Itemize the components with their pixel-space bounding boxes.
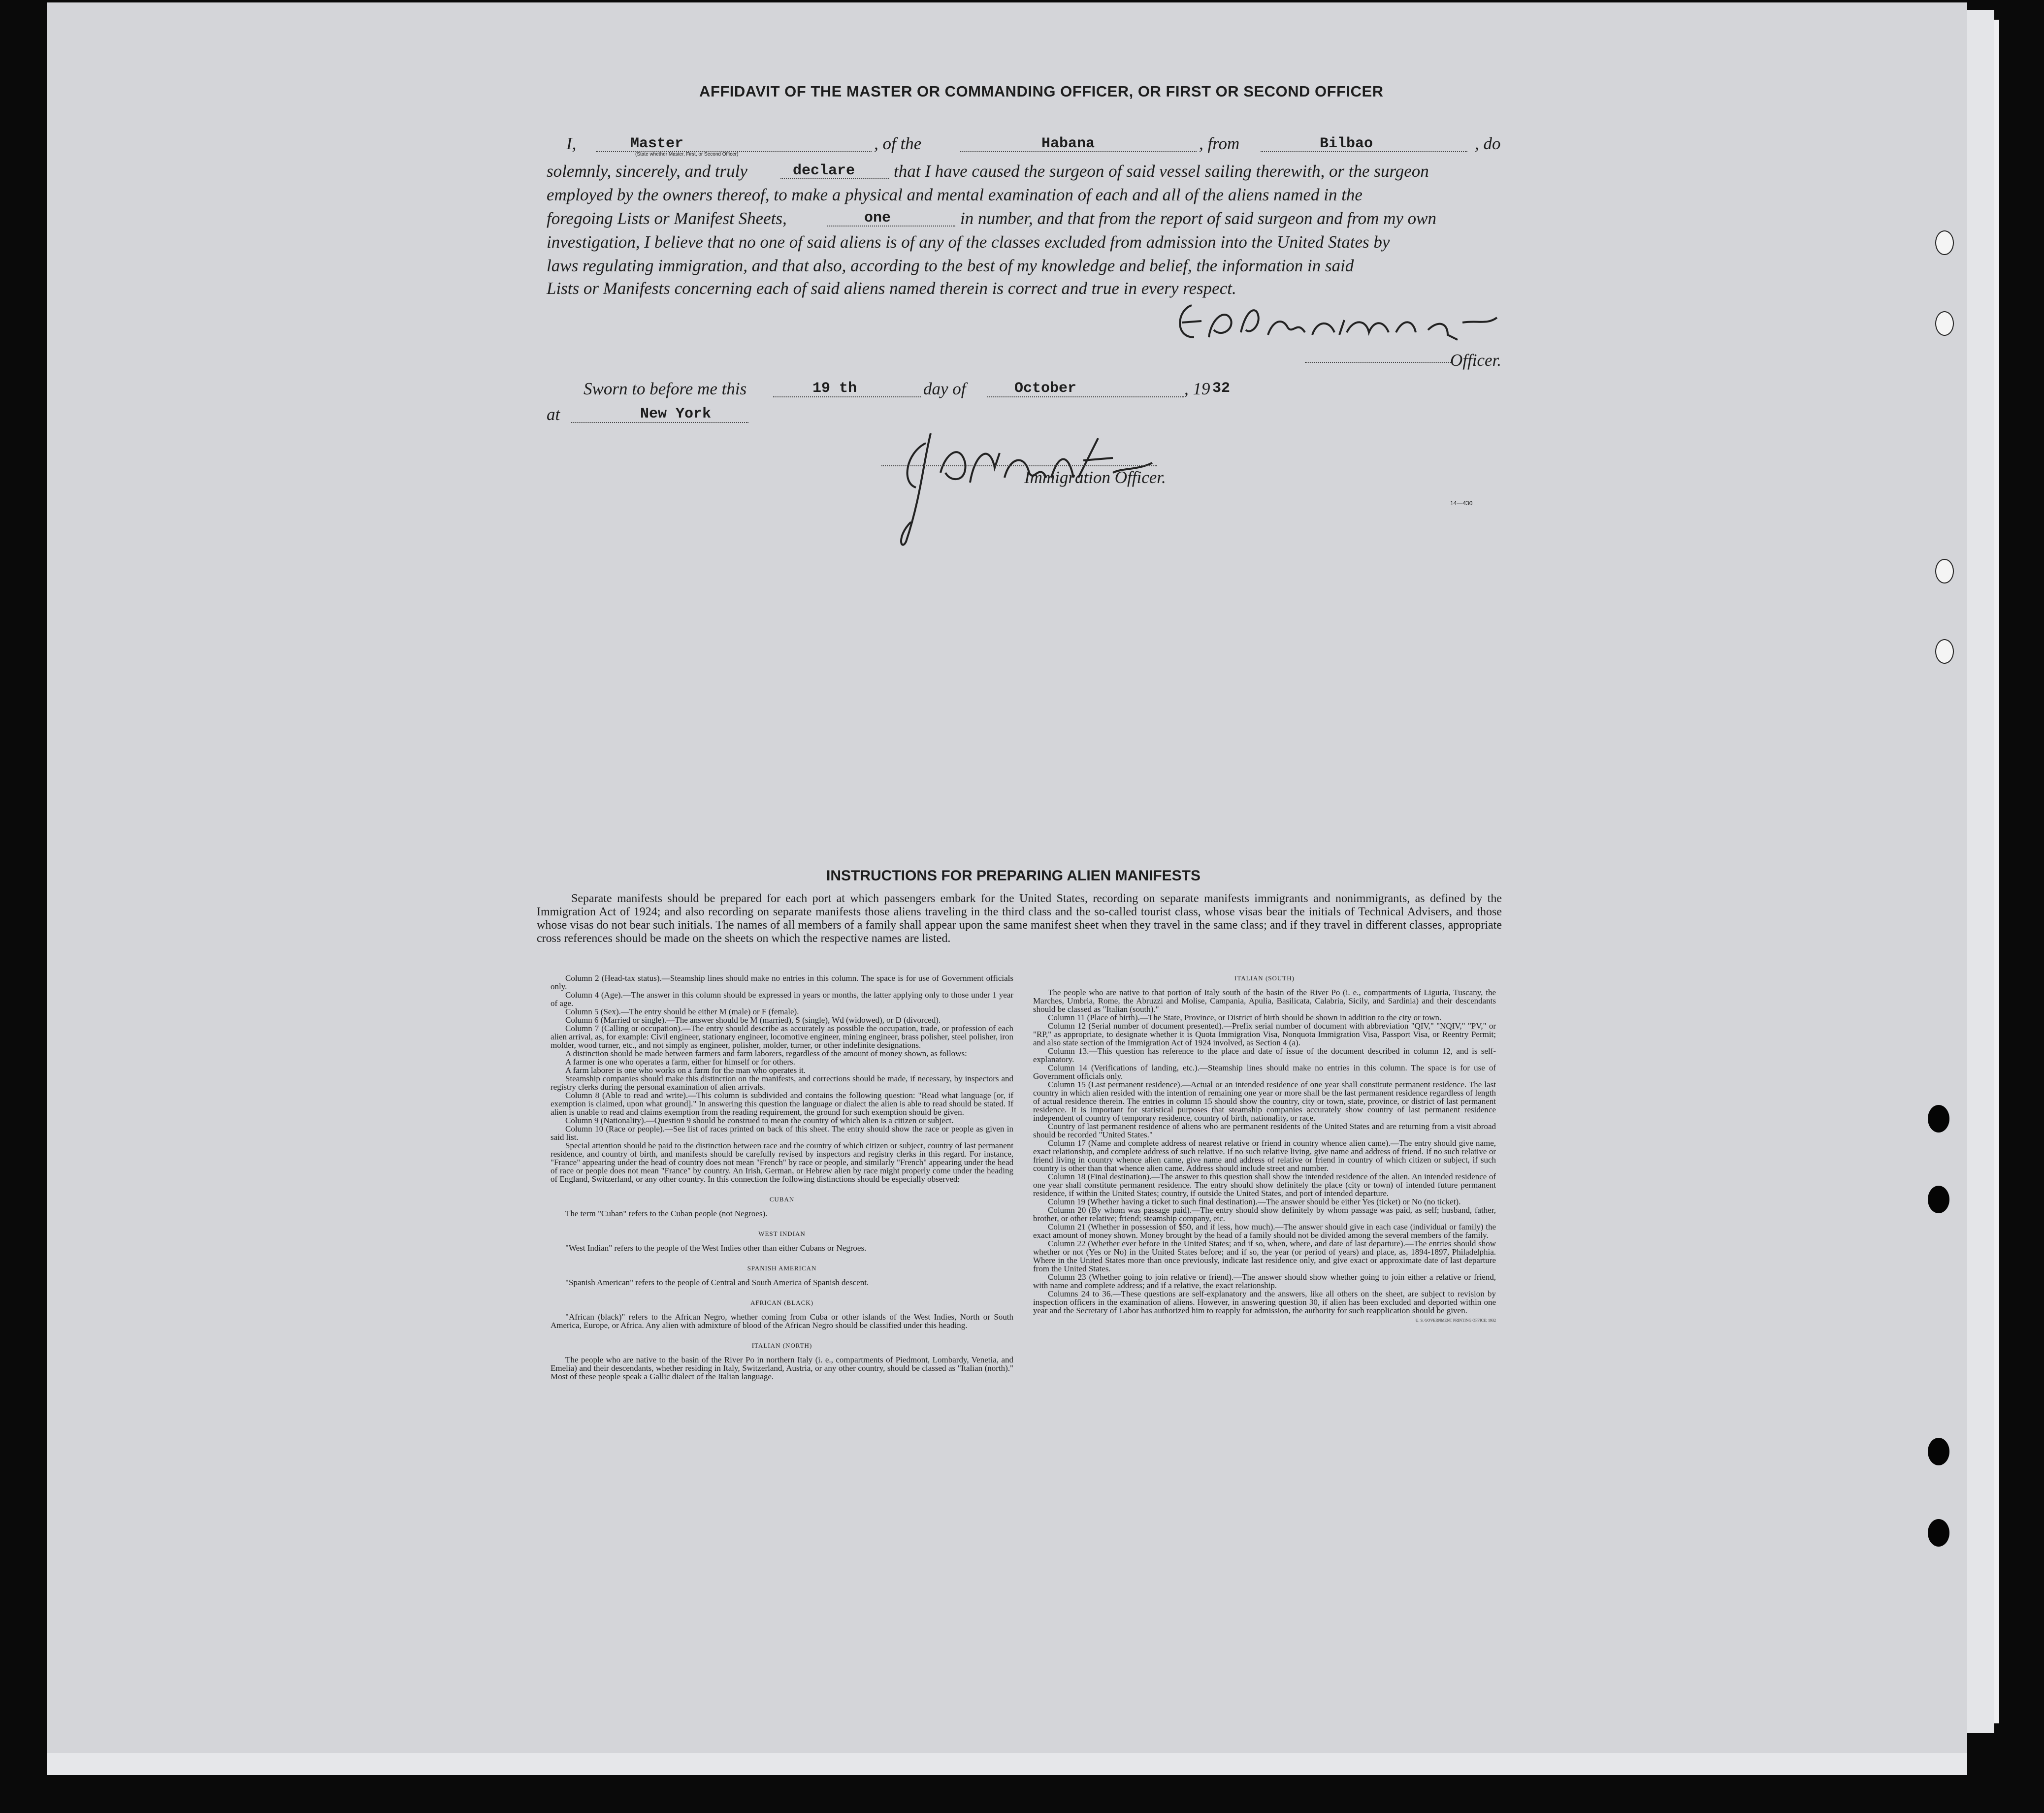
from-label: , from <box>1199 134 1240 153</box>
of-the-label: , of the <box>874 134 922 153</box>
instruction-paragraph: Column 4 (Age).—The answer in this column should be expressed in years or months, the latter applying only to those under 1 year of age. <box>551 990 1013 1008</box>
section-heading: ITALIAN (NORTH) <box>751 1342 812 1349</box>
instruction-paragraph: Column 11 (Place of birth).—The State, Province, or District of birth should be shown in addition to the city or town. <box>1048 1013 1442 1022</box>
officer-signature-line <box>1305 362 1453 363</box>
printer-note: U. S. GOVERNMENT PRINTING OFFICE: 1932 <box>1415 1318 1496 1323</box>
day-of-label: day of <box>923 379 966 398</box>
section-heading: ITALIAN (SOUTH) <box>1234 974 1295 982</box>
instruction-paragraph: Country of last permanent residence of aliens who are permanent residents of the United States and are returning from a visit abroad should be recorded "United States." <box>1033 1122 1496 1139</box>
instruction-paragraph: Column 9 (Nationality).—Question 9 should be construed to mean the country of which alien is a citizen or subject. <box>565 1116 954 1125</box>
affidavit-line-2a: solemnly, sincerely, and truly <box>547 162 747 181</box>
sworn-label: Sworn to before me this <box>584 379 747 398</box>
instruction-paragraph: Column 14 (Verifications of landing, etc.).—Steamship lines should make no entries in this column. The space is for use of Government officials only. <box>1033 1063 1496 1081</box>
instruction-paragraph: Column 17 (Name and complete address of nearest relative or friend in country whence alien came).—The entry should give name, exact relationship, and complete address of such relative. If no such relative living, give name and address of friend. If no such relative or friend living in country whence alien came, give name and address of relative or friend in country of which citizen or subject, if such country is other than that whence alien came. Address should include street and number. <box>1033 1138 1496 1173</box>
affidavit-line-4a: foregoing Lists or Manifest Sheets, <box>547 209 787 228</box>
sworn-year: 32 <box>1212 380 1231 397</box>
instructions-left-column <box>551 974 1013 1381</box>
year-prefix: , 19 <box>1184 379 1210 398</box>
binder-hole <box>1928 1105 1949 1133</box>
instruction-paragraph: Column 21 (Whether in possession of $50, and if less, how much).—The answer should give in each case (individual or family) the exact amount of money shown. Money brought by the head of a family should not be divided among the several members of the family. <box>1033 1222 1496 1240</box>
section-text: The term "Cuban" refers to the Cuban people (not Negroes). <box>565 1209 768 1218</box>
instruction-paragraph: Special attention should be paid to the distinction between race and the country of which citizen or subject, country of last permanent residence, and country of birth, and manifests should be carefully revised by inspectors and registry clerks in this regard. For instance, "France" appearing under the head of country does not mean "French" by race or people, and similarly "French" appearing under the head of race or people does not mean "France" by country. An Irish, German, or Hebrew alien by race might properly come under the heading of England, Switzerland, or any other country. In this connection the following distinctions should be especially observed: <box>551 1141 1013 1184</box>
section-text: "African (black)" refers to the African Negro, whether coming from Cuba or other islands of the West Indies, North or South America, Europe, or Africa. Any alien with admixture of blood of the African Negro should be classified under this heading. <box>551 1312 1013 1330</box>
immigration-officer-line <box>881 465 1157 466</box>
instruction-paragraph: Column 20 (By whom was passage paid).—The entry should show definitely by whom passage was paid, as self; husband, father, brother, or other relative; friend; steamship company, etc. <box>1033 1205 1496 1223</box>
section-text: The people who are native to the basin of the River Po in northern Italy (i. e., compartments of Piedmont, Lombardy, Venetia, and Emelia) and their descendants, whether residing in Italy, Switzerland, Austria, or any other country, should be classed as "Italian (north)." Most of these people speak a Gallic dialect of the Italian language. <box>551 1355 1013 1381</box>
declare-word: declare <box>793 162 855 179</box>
immigration-officer-label: Immigration Officer. <box>1024 468 1166 487</box>
instruction-paragraph: Column 8 (Able to read and write).—This column is subdivided and contains the following question: "Read what language [or, if exemption is claimed, upon what ground]." In answering this question the language or dialect the alien is able to read should be stated. If alien is unable to read and claims exemption from the reading requirement, the ground for such exemption should be given. <box>551 1091 1013 1117</box>
binder-hole <box>1935 311 1954 336</box>
instruction-paragraph: A farmer is one who operates a farm, either for himself or for others. <box>565 1057 795 1067</box>
sworn-place: New York <box>640 406 712 422</box>
instruction-paragraph: A distinction should be made between farmers and farm laborers, regardless of the amount of money shown, as follows: <box>565 1049 967 1058</box>
instruction-paragraph: Column 15 (Last permanent residence).—Actual or an intended residence of one year shall constitute permanent residence. The last country in which alien resided with the intention of remaining one year or more shall be the last permanent residence regardless of length of actual residence therein. The entries in column 15 should show the country, city or town, state, province, or district of last permanent residence. It is important for statistical purposes that steamship companies accurately show country of last permanent residence independent of country of temporary residence, country of birth, nationality, or race. <box>1033 1080 1496 1123</box>
affidavit-line-5: investigation, I believe that no one of said aliens is of any of the classes excluded from admission into the United States by <box>547 232 1390 252</box>
do-label: , do <box>1475 134 1501 153</box>
printer-note-row <box>1033 1315 1496 1325</box>
instruction-paragraph: A farm laborer is one who works on a farm for the man who operates it. <box>565 1066 806 1075</box>
port-name: Bilbao <box>1320 135 1373 152</box>
instruction-paragraph: Column 18 (Final destination).—The answer to this question shall show the intended residence of the alien. An intended residence of one year shall constitute permanent residence. The entry should show definitely the place (city or town) of intended future permanent residence, if within the United States; country, if outside the United States, and port of intended departure. <box>1033 1172 1496 1198</box>
instruction-paragraph: Column 5 (Sex).—The entry should be either M (male) or F (female). <box>565 1007 799 1016</box>
section-text: "West Indian" refers to the people of the West Indies other than either Cubans or Negroes. <box>565 1243 867 1253</box>
section-text: "Spanish American" refers to the people of Central and South America of Spanish descent. <box>565 1278 869 1287</box>
affidavit-line-6: laws regulating immigration, and that also, according to the best of my knowledge and belief, the information in said <box>547 256 1354 275</box>
master-signature <box>1172 291 1517 350</box>
i-label: I, <box>566 134 577 153</box>
section-heading: SPANISH AMERICAN <box>747 1264 817 1272</box>
binder-hole <box>1928 1519 1949 1547</box>
officer-rank: Master <box>630 135 684 152</box>
instruction-paragraph: The people who are native to that portion of Italy south of the basin of the River Po (i. e., compartments of Liguria, Tuscany, the Marches, Umbria, Rome, the Abruzzi and Molise, Campania, Apulia, Basilicata, Calabria, Sicily, and Sardinia) and their descendants should be classed as "Italian (south)." <box>1033 988 1496 1014</box>
page-bottom-edge <box>47 1753 1967 1775</box>
binder-hole <box>1935 639 1954 664</box>
instruction-paragraph: Column 10 (Race or people).—See list of races printed on back of this sheet. The entry should show the race or people as given in said list. <box>551 1124 1013 1142</box>
immigration-officer-signature <box>876 423 1172 551</box>
instruction-paragraph: Column 19 (Whether having a ticket to such final destination).—The answer should be either Yes (ticket) or No (no ticket). <box>1048 1197 1461 1206</box>
rank-hint: (State whether Master, First, or Second Officer) <box>635 152 739 157</box>
instruction-paragraph: Column 13.—This question has reference to the place and date of issue of the document described in column 12, and is self-explanatory. <box>1033 1046 1496 1064</box>
affidavit-line-3: employed by the owners thereof, to make a physical and mental examination of each and all of the aliens named in the <box>547 185 1363 204</box>
instruction-paragraph: Column 2 (Head-tax status).—Steamship lines should make no entries in this column. The space is for use of Government officials only. <box>551 973 1013 991</box>
instruction-paragraph: Column 23 (Whether going to join relative or friend).—The answer should show whether going to join either a relative or friend, with name and complete address; and if a relative, the exact relationship. <box>1033 1272 1496 1290</box>
officer-label: Officer. <box>1450 351 1502 370</box>
instruction-paragraph: Column 7 (Calling or occupation).—The entry should describe as accurately as possible the occupation, trade, or profession of each alien arrival, as, for example: Civil engineer, stationary engineer, locomotive engineer, mining engineer, brass polisher, steel polisher, iron molder, wood turner, etc., and not simply as engineer, polisher, molder, turner, or other indefinite designations. <box>551 1024 1013 1050</box>
section-heading: WEST INDIAN <box>758 1230 806 1237</box>
instruction-paragraph: Steamship companies should make this distinction on the manifests, and corrections should be made, if necessary, by inspectors and registry clerks during the personal examination of alien arrivals. <box>551 1074 1013 1092</box>
affidavit-line-4b: in number, and that from the report of said surgeon and from my own <box>960 209 1437 228</box>
binder-hole <box>1928 1186 1949 1213</box>
sheet-count-blank <box>827 226 955 227</box>
binder-hole <box>1928 1438 1949 1465</box>
instructions-intro: Separate manifests should be prepared for each port at which passengers embark for the United States, recording on separate manifests immigrants and nonimmigrants, as defined by the Immigration Act of 1924; and also recording on separate manifests those aliens traveling in the third class and the so-called tourist class, whose visas bear the initials of Technical Advisers, and those whose visas do not bear such initials. The names of all members of a family shall appear upon the same manifest sheet when they travel in the same class; and if they travel in different classes, appropriate cross references should be made on the sheets on which the respective names are listed. <box>537 892 1502 945</box>
section-heading: AFRICAN (BLACK) <box>750 1299 814 1306</box>
sworn-month: October <box>1014 380 1077 397</box>
instruction-paragraph: Column 6 (Married or single).—The answer should be M (married), S (single), Wd (widowed), or D (divorced). <box>565 1015 941 1025</box>
sworn-day: 19 th <box>812 380 857 397</box>
sheet-count: one <box>864 210 891 227</box>
instruction-paragraph: Column 22 (Whether ever before in the United States; and if so, when, where, and date of last departure).—The entries should show whether or not (Yes or No) in the United States before; and if so, the year (or period of years) and place, as, 1894-1897, Philadelphia. Where in the United States more than once previously, indicate last residence only, and give exact or approximate date of last departure from the United States. <box>1033 1239 1496 1273</box>
binder-hole <box>1935 559 1954 583</box>
affidavit-line-7: Lists or Manifests concerning each of said aliens named therein is correct and true in every respect. <box>547 279 1236 298</box>
at-label: at <box>547 405 560 424</box>
section-heading: CUBAN <box>769 1196 795 1203</box>
form-number: 14—430 <box>1450 500 1473 507</box>
instructions-right-column <box>1033 974 1496 1325</box>
affidavit-line-2b: that I have caused the surgeon of said vessel sailing therewith, or the surgeon <box>894 162 1429 181</box>
instruction-paragraph: Column 12 (Serial number of document presented).—Prefix serial number of document with abbreviation "QIV," "NQIV," "PV," or "RP," as appropriate, to designate whether it is Quota Immigration Visa, Nonquota Immigration Visa, Passport Visa, or Reentry Permit; and also state section of the Immigration Act of 1924 involved, as Section 4 (a). <box>1033 1021 1496 1047</box>
instructions-title: INSTRUCTIONS FOR PREPARING ALIEN MANIFESTS <box>826 868 1201 884</box>
affidavit-title: AFFIDAVIT OF THE MASTER OR COMMANDING OFFICER, OR FIRST OR SECOND OFFICER <box>699 83 1384 100</box>
instruction-paragraph: Columns 24 to 36.—These questions are self-explanatory and the answers, like all others on the sheet, are subject to revision by inspection officers in the examination of aliens. However, in answering question 30, if alien has been excluded and deported within one year and the Secretary of Labor has authorized him to reapply for admission, the authority for such reapplication should be given. <box>1033 1289 1496 1315</box>
binder-hole <box>1935 230 1954 255</box>
vessel-name: Habana <box>1041 135 1095 152</box>
